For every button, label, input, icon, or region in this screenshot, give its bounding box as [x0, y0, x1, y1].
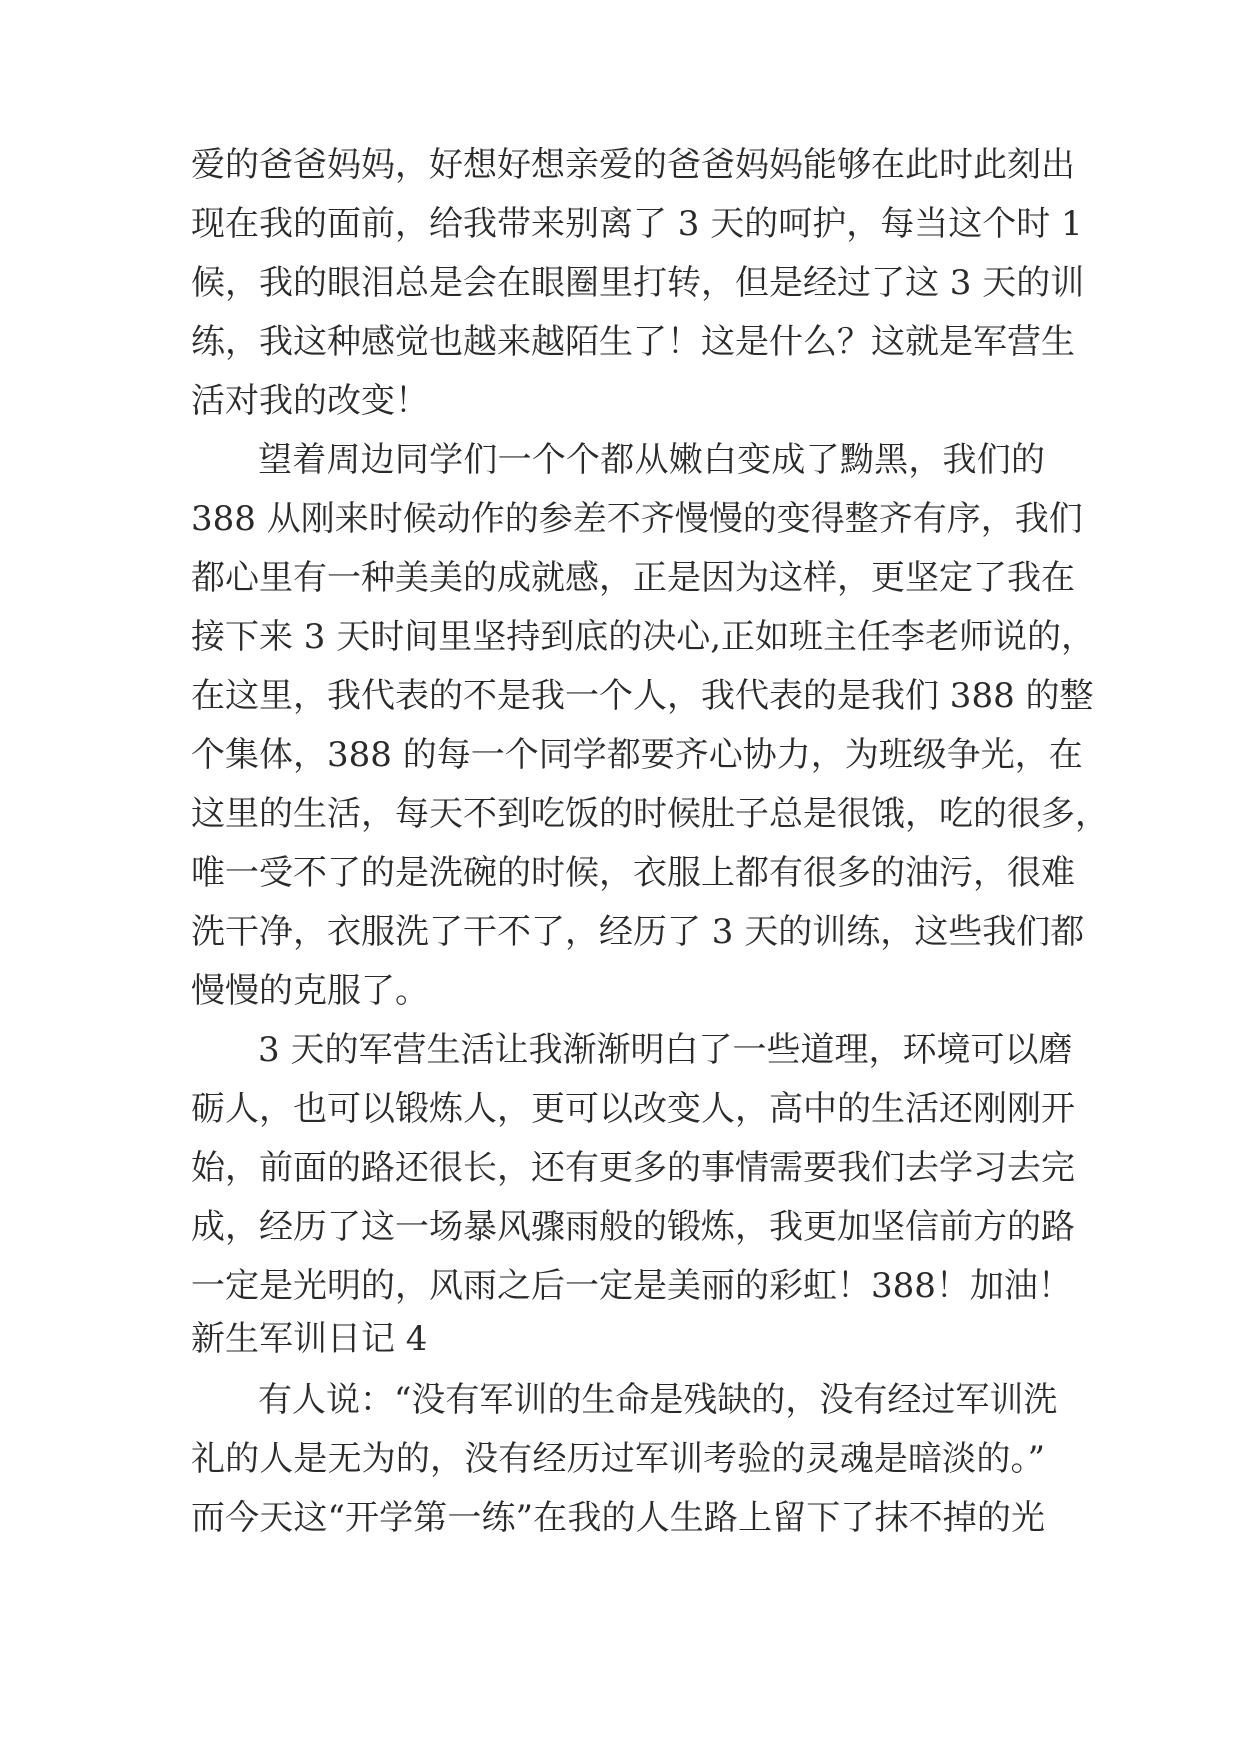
paragraph-first-line: 有人说：“没有军训的生命是残缺的，没有经过军训洗 — [258, 1380, 1058, 1420]
text-line: 个集体，388 的每一个同学都要齐心协力，为班级争光，在 — [191, 735, 1083, 775]
paragraph-first-line: 望着周边同学们一个个都从嫩白变成了黝黑，我们的 — [258, 440, 1045, 480]
text-line: 接下来 3 天时间里坚持到底的决心,正如班主任李老师说的， — [191, 617, 1096, 657]
text-line: 砺人，也可以锻炼人，更可以改变人，高中的生活还刚刚开 — [191, 1089, 1075, 1129]
text-line: 礼的人是无为的，没有经历过军训考验的灵魂是暗淡的。” — [191, 1439, 1045, 1479]
text-line: 始，前面的路还很长，还有更多的事情需要我们去学习去完 — [191, 1148, 1075, 1188]
text-line: 唯一受不了的是洗碗的时候，衣服上都有很多的油污，很难 — [191, 853, 1075, 893]
paragraph-first-line: 3 天的军营生活让我渐渐明白了一些道理，环境可以磨 — [258, 1030, 1073, 1070]
text-line: 候，我的眼泪总是会在眼圈里打转，但是经过了这 3 天的训 — [191, 263, 1085, 303]
text-line: 成，经历了这一场暴风骤雨般的锻炼，我更加坚信前方的路 — [191, 1207, 1075, 1247]
text-line: 现在我的面前，给我带来别离了 3 天的呵护，每当这个时 1 — [191, 204, 1083, 244]
text-line: 爱的爸爸妈妈，好想好想亲爱的爸爸妈妈能够在此时此刻出 — [191, 145, 1075, 185]
text-line: 洗干净，衣服洗了干不了，经历了 3 天的训练，这些我们都 — [191, 912, 1085, 952]
text-line: 一定是光明的，风雨之后一定是美丽的彩虹！388！加油！ — [191, 1266, 1072, 1306]
text-line: 这里的生活，每天不到吃饭的时候肚子总是很饿，吃的很多， — [191, 794, 1109, 834]
text-line: 慢慢的克服了。 — [191, 971, 429, 1011]
text-line: 在这里，我代表的不是我一个人，我代表的是我们 388 的整 — [191, 676, 1094, 716]
text-line: 练，我这种感觉也越来越陌生了！这是什么？这就是军营生 — [191, 322, 1075, 362]
text-line: 活对我的改变！ — [191, 381, 429, 421]
text-line: 都心里有一种美美的成就感，正是因为这样，更坚定了我在 — [191, 558, 1075, 598]
text-line: 388 从刚来时候动作的参差不齐慢慢的变得整齐有序，我们 — [191, 499, 1083, 539]
section-heading: 新生军训日记 4 — [191, 1319, 428, 1359]
text-line: 而今天这“开学第一练”在我的人生路上留下了抹不掉的光 — [191, 1498, 1045, 1538]
